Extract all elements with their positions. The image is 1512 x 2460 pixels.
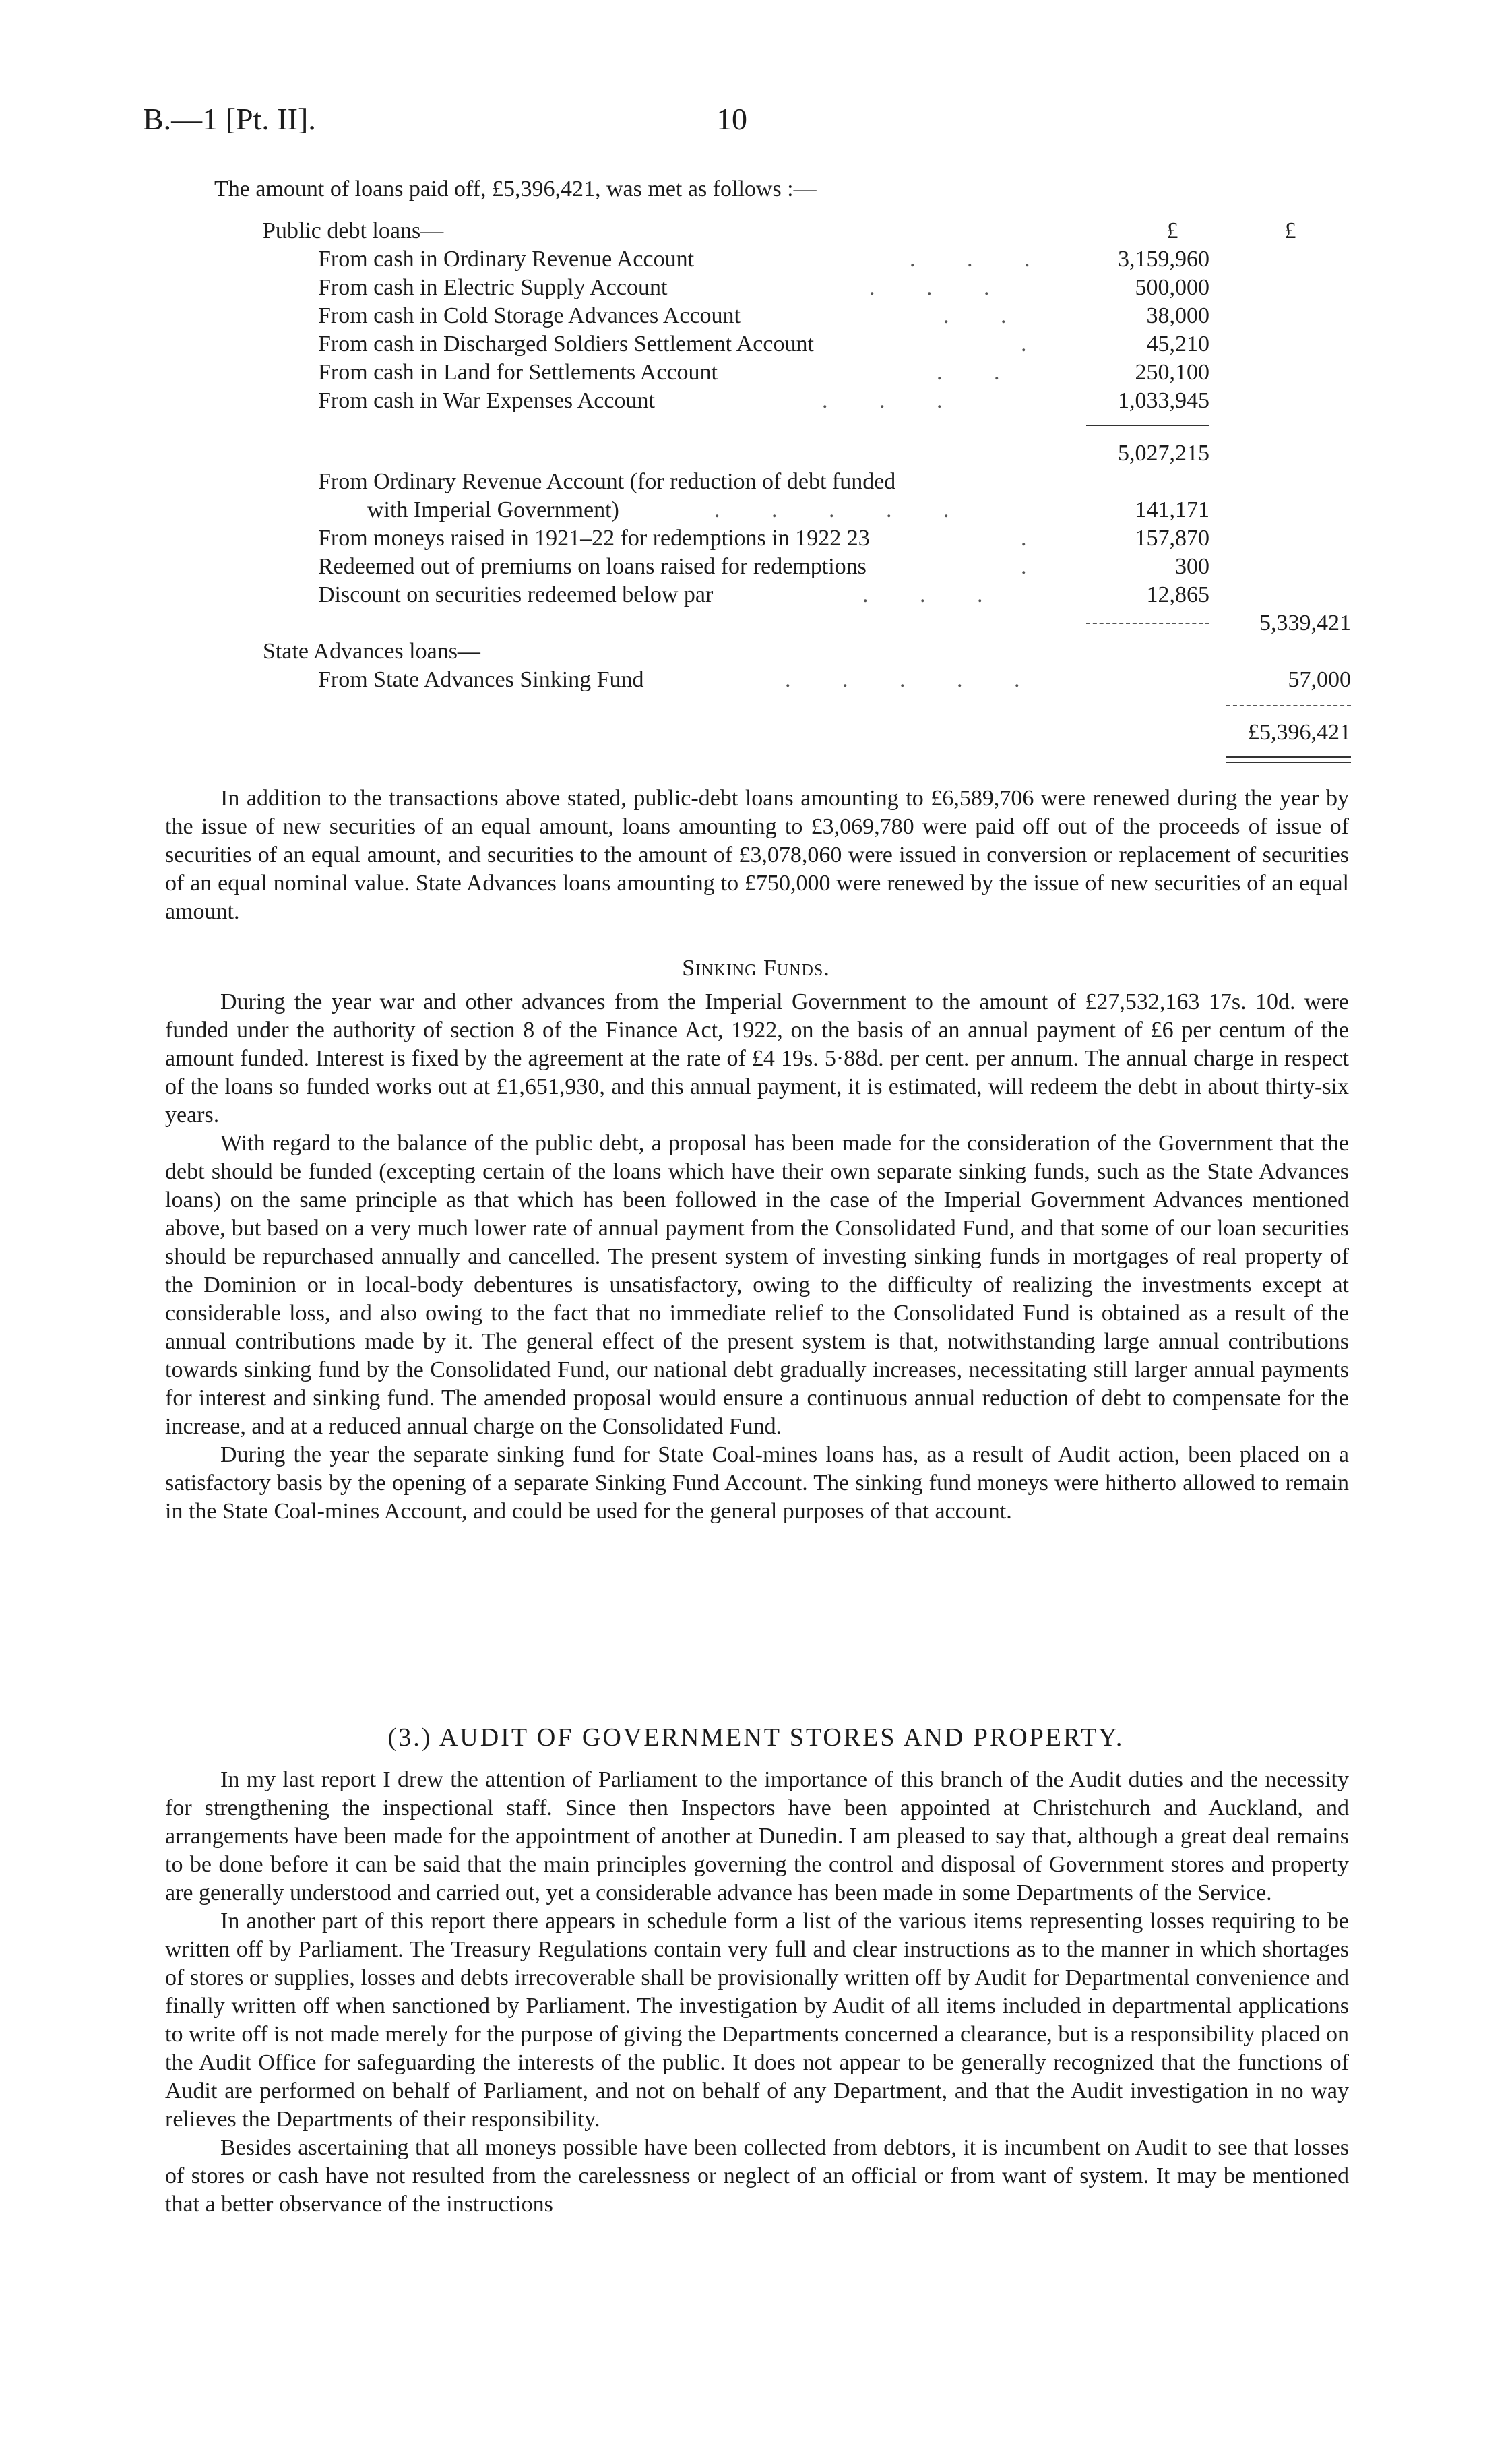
total-rule (1226, 705, 1351, 706)
audit-paragraph: In my last report I drew the attention of Parliament to the importance of this branch of the Audit duties and the necessity for strengthening the inspectional staff. Since then Inspectors have been appointed at Christchurch and Auckland, and arrangements have been made for the appointment of another at Dunedin. I am pleased to say that, although a great deal remains to be done before it can be said that the main principles governing the control and disposal of Government stores and property are generally understood and carried out, yet a considerable advance has been made in some Departments of the Service. (165, 1767, 1349, 1905)
public-item-row: From cash in Electric Supply Account . . . 500,000 (0, 274, 1512, 302)
double-rule-top (1226, 756, 1351, 758)
public-item-amount: 1,033,945 (1118, 388, 1209, 413)
other-item-label: Redeemed out of premiums on loans raised for redemptions (318, 554, 867, 579)
other-item-label: From moneys raised in 1921–22 for redemptions in 1922 23 (318, 526, 870, 551)
page-number: 10 (716, 102, 747, 136)
state-item-amount: 57,000 (1288, 667, 1351, 692)
other-item-row: with Imperial Government) . . . . . 141,171 (0, 496, 1512, 524)
public-item-row: From cash in War Expenses Account . . . 1,033,945 (0, 387, 1512, 415)
audit-section-body (165, 1766, 1349, 2219)
public-item-amount: 500,000 (1135, 275, 1209, 300)
sinking-funds-heading: Sinking Funds. (682, 956, 830, 981)
other-item-label: Discount on securities redeemed below par (318, 582, 714, 607)
public-debt-heading: Public debt loans— (263, 218, 444, 243)
sinking-funds-paragraph: During the year the separate sinking fund for State Coal-mines loans has, as a result of Audit action, been placed on a satisfactory basis by the opening of a separate Sinking Fund Account. The sinking fund moneys were hitherto allowed to remain in the State Coal-mines Account, and could be used for the general purposes of that account. (165, 1442, 1349, 1524)
public-item-row: From cash in Discharged Soldiers Settlement Account . 45,210 (0, 330, 1512, 359)
other-item-row (0, 468, 1512, 496)
public-item-row: From cash in Land for Settlements Account . . 250,100 (0, 359, 1512, 387)
sinking-funds-body (165, 988, 1349, 1526)
state-item-label: From State Advances Sinking Fund (318, 667, 644, 692)
renewal-paragraph-block (165, 785, 1349, 926)
other-item-row: Discount on securities redeemed below par . . . 12,865 (0, 581, 1512, 609)
state-advances-heading: State Advances loans— (263, 639, 480, 664)
public-item-label: From cash in War Expenses Account (318, 388, 655, 413)
public-item-row: From cash in Ordinary Revenue Account . . . 3,159,960 (0, 245, 1512, 274)
public-item-label: From cash in Electric Supply Account (318, 275, 668, 300)
public-cash-subtotal: 5,027,215 (1118, 441, 1209, 466)
public-item-label: From cash in Ordinary Revenue Account (318, 247, 695, 272)
public-item-label: From cash in Land for Settlements Account (318, 360, 718, 385)
public-item-amount: 45,210 (1146, 332, 1209, 357)
audit-paragraph: In another part of this report there appears in schedule form a list of the various items representing losses requiring to be written off by Parliament. The Treasury Regulations contain very full and clear instructions as to the manner in which shortages of stores or supplies, losses and debts irrecoverable shall be provisionally written off by Audit for Departmental convenience and finally written off when sanctioned by Parliament. The investigation by Audit of all items included in departmental applications to write off is not made merely for the purpose of giving the Departments concerned a clearance, but is a responsibility placed on the Audit Office for safeguarding the interests of the public. It does not appear to be generally recognized that the functions of Audit are performed on behalf of Parliament, and not on behalf of any Department, and that the Audit investigation in no way relieves the Departments of their responsibility. (165, 1909, 1349, 2132)
other-item-amount: 157,870 (1135, 526, 1209, 551)
renewal-paragraph: In addition to the transactions above stated, public-debt loans amounting to £6,589,706 were renewed during the year by the issue of new securities of an equal amount, loans amounting to £3,069,780 were paid off out of the proceeds of issue of securities of an equal amount, and securities to the amount of £3,078,060 were issued in conversion or replacement of securities of an equal nominal value. State Advances loans amounting to £750,000 were renewed by the issue of new securities of an equal amount. (165, 786, 1349, 924)
currency-col2: £ (1284, 218, 1296, 243)
public-item-amount: 38,000 (1146, 303, 1209, 328)
public-item-amount: 250,100 (1135, 360, 1209, 385)
public-debt-total: 5,339,421 (1259, 611, 1351, 636)
sinking-funds-paragraph: With regard to the balance of the public debt, a proposal has been made for the consideration of the Government that the debt should be funded (excepting certain of the loans which have their own separate sinking funds, such as the State Advances loans) on the same principle as that which has been followed in the case of the Imperial Government Advances mentioned above, but based on a very much lower rate of annual payment from the Consolidated Fund, and that some of our loan securities should be repurchased annually and cancelled. The present system of investing sinking funds in mortgages of real property of the Dominion or in local-body debentures is unsatisfactory, owing to the difficulty of realizing the investments except at considerable loss, and also owing to the fact that no immediate relief to the Consolidated Fund is obtained as a result of the annual contributions made by it. The general effect of the present system is that, notwithstanding large annual contributions towards sinking fund by the Consolidated Fund, our national debt gradually increases, necessitating still larger annual payments for interest and sinking fund. The amended proposal would ensure a continuous annual reduction of debt to compensate for the increase, and at a reduced annual charge on the Consolidated Fund. (165, 1131, 1349, 1439)
other-item-label-cont: with Imperial Government) (367, 497, 619, 522)
grand-total: £5,396,421 (1248, 720, 1351, 745)
other-item-amount: 300 (1175, 554, 1209, 579)
other-item-label: From Ordinary Revenue Account (for reduction of debt funded (318, 469, 896, 494)
report-reference: B.—1 [Pt. II]. (143, 102, 316, 136)
other-item-row: Redeemed out of premiums on loans raised for redemptions . 300 (0, 553, 1512, 581)
public-item-amount: 3,159,960 (1118, 247, 1209, 272)
sinking-funds-paragraph: During the year war and other advances from the Imperial Government to the amount of £27,532,163 17s. 10d. were funded under the authority of section 8 of the Finance Act, 1922, on the basis of an annual payment of £6 per centum of the amount funded. Interest is fixed by the agreement at the rate of £4 19s. 5·88d. per cent. per annum. The annual charge in respect of the loans so funded works out at £1,651,930, and this annual payment, it is estimated, will redeem the debt in about thirty-six years. (165, 989, 1349, 1128)
other-item-amount: 12,865 (1146, 582, 1209, 607)
other-item-amount: 141,171 (1135, 497, 1209, 522)
state-item-row: From State Advances Sinking Fund . . . . . 57,000 (0, 666, 1512, 694)
audit-paragraph: Besides ascertaining that all moneys possible have been collected from debtors, it is incumbent on Audit to see that losses of stores or cash have not resulted from the carelessness or neglect of an official or from want of system. It may be mentioned that a better observance of the instructions (165, 2135, 1349, 2217)
other-item-row: From moneys raised in 1921–22 for redemptions in 1922 23 . 157,870 (0, 524, 1512, 553)
subtotal-rule (1086, 425, 1209, 426)
loans-lead-sentence: The amount of loans paid off, £5,396,421, was met as follows :— (214, 177, 817, 202)
public-item-label: From cash in Cold Storage Advances Account (318, 303, 741, 328)
currency-col1: £ (1166, 218, 1178, 243)
public-item-row: From cash in Cold Storage Advances Account . . 38,000 (0, 302, 1512, 330)
double-rule-bottom (1226, 762, 1351, 763)
public-item-label: From cash in Discharged Soldiers Settlement Account (318, 332, 814, 357)
audit-section-heading: (3.) AUDIT OF GOVERNMENT STORES AND PROPERTY. (387, 1723, 1125, 1752)
